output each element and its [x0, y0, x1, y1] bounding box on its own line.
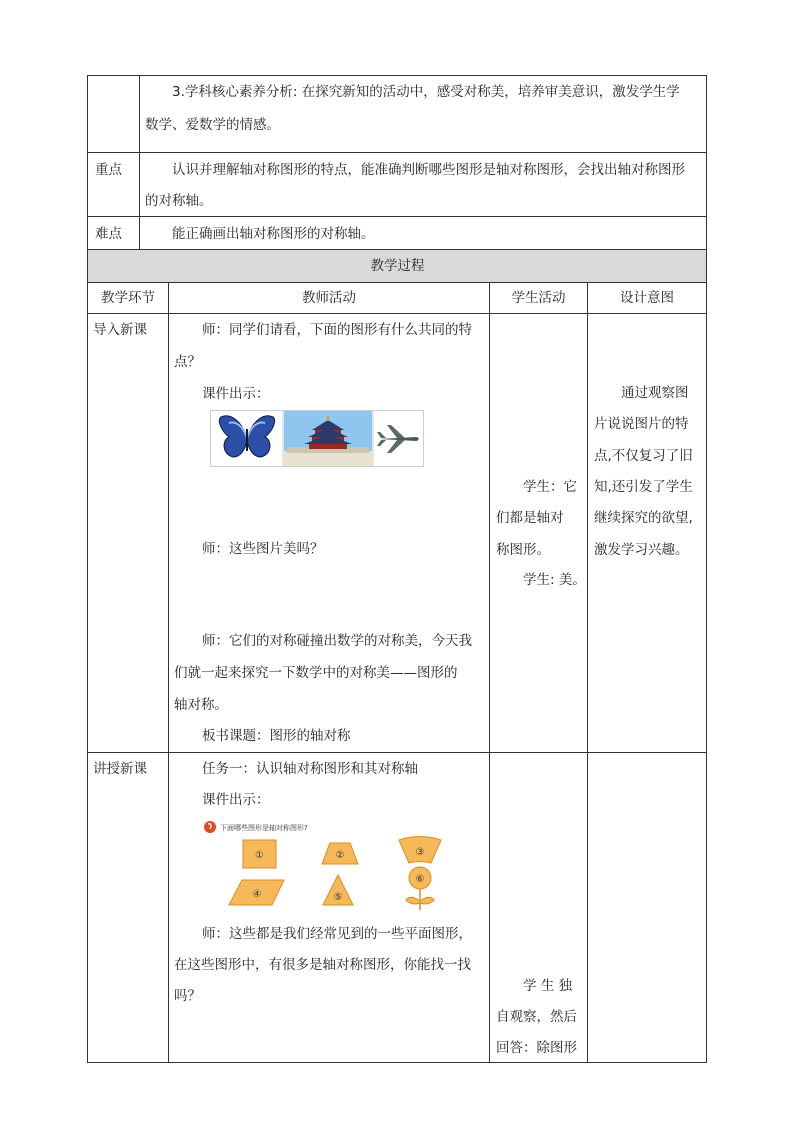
core-literacy-line-2: 数学、爱数学的情感。 [145, 117, 280, 133]
border [139, 75, 140, 250]
key-points-label: 重点 [95, 162, 122, 178]
shapes-figure [202, 818, 452, 913]
shape-label-5: ⑤ [333, 892, 343, 903]
intro-design-line-2: 片说说图片的特 [594, 416, 689, 432]
shape-label-3: ③ [415, 847, 425, 858]
intro-student-line-4: 学生: 美。 [523, 572, 586, 588]
border [87, 752, 707, 753]
courseware-label-2: 课件出示： [202, 792, 270, 808]
task-one: 任务一：认识轴对称图形和其对称轴 [202, 761, 418, 777]
stage-new-lesson: 讲授新课 [93, 761, 147, 777]
butterfly-image [211, 411, 283, 466]
intro-question-line-1: 师：同学们请看，下面的图形有什么共同的特 [202, 322, 472, 338]
border [87, 75, 88, 1063]
shape-label-2: ② [335, 850, 345, 861]
intro-design-line-5: 继续探究的欲望, [594, 510, 693, 526]
image-strip-svg [211, 411, 423, 466]
intro-design-line-3: 点,不仅复习了旧 [594, 448, 693, 464]
courseware-label: 课件出示： [202, 386, 270, 402]
border [87, 216, 707, 217]
core-literacy-line-1: 3.学科核心素养分析: 在探究新知的活动中，感受对称美，培养审美意识，激发学生学 [172, 84, 680, 100]
header-student: 学生活动 [511, 290, 566, 306]
intro-question-2: 师：这些图片美吗？ [202, 541, 324, 557]
board-title: 板书课题：图形的轴对称 [202, 728, 351, 744]
intro-student-line-1: 学生：它 [523, 479, 577, 495]
new-student-line-3: 回答：除图形 [496, 1040, 577, 1056]
header-teacher: 教师活动 [302, 290, 356, 306]
figure-title: 下面哪些图形是轴对称图形? [220, 824, 308, 832]
border [87, 313, 707, 314]
border [489, 282, 490, 1063]
border [87, 1062, 707, 1063]
new-question-line-1: 师：这些都是我们经常见到的一些平面图形， [202, 926, 472, 942]
border [87, 75, 707, 76]
intro-question-line-2: 点？ [174, 354, 201, 370]
image-strip [210, 410, 424, 467]
intro-para-line-2: 们就一起来探究一下数学中的对称美——图形的 [174, 665, 458, 681]
temple-image [284, 411, 372, 466]
new-question-line-2: 在这些图形中，有很多是轴对称图形，你能找一找 [174, 957, 471, 973]
difficulty-text: 能正确画出轴对称图形的对称轴。 [172, 226, 375, 242]
intro-para-line-3: 轴对称。 [174, 697, 228, 713]
header-stage: 教学环节 [101, 290, 155, 306]
shape-label-1: ① [255, 850, 264, 861]
intro-design-line-1: 通过观察图 [621, 385, 689, 401]
border [706, 75, 707, 1063]
header-design: 设计意图 [620, 290, 674, 306]
border [87, 282, 707, 283]
shape-label-6: ⑥ [415, 874, 425, 885]
border [168, 282, 169, 1063]
intro-design-line-4: 知,还引发了学生 [594, 479, 693, 495]
red-badge-icon [204, 821, 216, 833]
intro-para-line-1: 师：它们的对称碰撞出数学的对称美，今天我 [202, 633, 472, 649]
border [87, 152, 707, 153]
new-student-line-1: 学 生 独 [523, 978, 573, 994]
key-points-line-2: 的对称轴。 [145, 193, 213, 209]
stage-intro: 导入新课 [93, 322, 147, 338]
difficulty-label: 难点 [95, 226, 122, 242]
intro-student-line-2: 们都是轴对 [496, 510, 564, 526]
border [587, 282, 588, 1063]
new-student-line-2: 自观察，然后 [496, 1009, 577, 1025]
intro-student-line-3: 称图形。 [496, 542, 550, 558]
border [87, 249, 707, 250]
jet-image [374, 411, 423, 466]
intro-design-line-6: 激发学习兴趣。 [594, 542, 689, 558]
shapes-svg [202, 818, 452, 913]
key-points-line-1: 认识并理解轴对称图形的特点，能准确判断哪些图形是轴对称图形，会找出轴对称图形 [172, 162, 685, 178]
shape-label-4: ④ [252, 889, 262, 900]
new-question-line-3: 吗？ [174, 988, 201, 1004]
process-title: 教学过程 [370, 258, 425, 274]
